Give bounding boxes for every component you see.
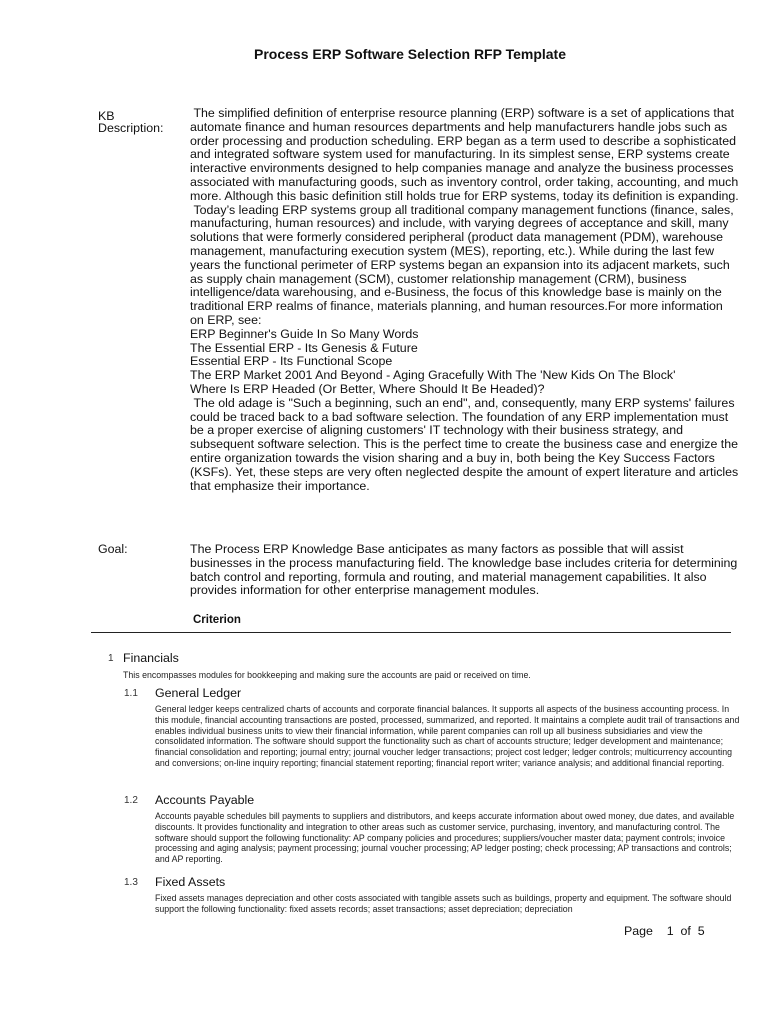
erp-reference-link: Where Is ERP Headed (Or Better, Where Should It Be Headed)? bbox=[190, 381, 545, 396]
section-title: Accounts Payable bbox=[155, 793, 255, 807]
section-number: 1 bbox=[108, 653, 114, 664]
kb-description-label: KB Description: bbox=[98, 109, 164, 135]
section-title: Financials bbox=[123, 651, 179, 665]
erp-reference-link: The ERP Market 2001 And Beyond - Aging Gracefully With The 'New Kids On The Block' bbox=[190, 368, 676, 383]
section-divider bbox=[91, 632, 731, 633]
description-paragraph-3: The old adage is "Such a beginning, such an end", and, consequently, many ERP systems' failures could be traced back to a bad software selection. The foundation of any ERP implementation must be a proper exercise of aligning customers' IT technology with their business strategy, and subsequent software selection. This is the perfect time to create the business case and energize the entire organization towards the vision sharing and a buy in, both being the Key Success Factors (KSFs). Yet, these steps are very often neglected despite the amount of expert literature and articles that emphasize their importance. bbox=[190, 395, 742, 493]
of-label: of bbox=[680, 924, 691, 938]
section-text: Fixed assets manages depreciation and other costs associated with tangible assets such as buildings, property and equipment. The software should support the following functionality: fixed assets records; asset transactions; asset depreciation; depreciation bbox=[155, 893, 732, 914]
erp-reference-link: The Essential ERP - Its Genesis & Future bbox=[190, 340, 418, 355]
section-text: Accounts payable schedules bill payments to suppliers and distributors, and keeps accurate information about owed money, due dates, and available discounts. It provides functionality and integration to other areas such as customer service, purchasing, inventory, and manufacturing control. The software should support the following functionality: AP company policies and procedures; suppliers/voucher master data; payment controls; invoice processing and aging analysis; payment processing; journal voucher processing; AP ledger posting; check processing; AP transactions and controls; and AP reporting. bbox=[155, 811, 735, 865]
description-paragraph-2: Today’s leading ERP systems group all traditional company management functions (finance, sales, manufacturing, human resources) and include, with varying degrees of acceptance and skill, many solutions that were formerly considered peripheral (product data management (PDM), warehouse management, manufacturing execution system (MES), reporting, etc.). While during the last few years the functional perimeter of ERP systems began an expansion into its adjacent markets, such as supply chain management (SCM), customer relationship management (CRM), business intelligence/data warehousing, and e-Business, the focus of this knowledge base is mainly on the traditional ERP realms of finance, materials planning, and human resources.For more information on ERP, see: bbox=[190, 202, 738, 327]
page-label: Page bbox=[624, 924, 653, 938]
criterion-heading: Criterion bbox=[193, 614, 241, 626]
goal-text: The Process ERP Knowledge Base anticipates as many factors as possible that will assist businesses in the process manufacturing field. The knowledge base includes criteria for determining batch control and reporting, formula and routing, and material management capabilities. It also provides information for other enterprise management modules. bbox=[190, 542, 738, 598]
kb-description-text bbox=[190, 107, 740, 493]
description-paragraph-1: The simplified definition of enterprise resource planning (ERP) software is a set of applications that automate finance and human resources departments and help manufacturers handle jobs such as order processing and production scheduling. ERP began as a term used to describe a sophisticated and integrated software system used for manufacturing. In its simplest sense, ERP systems create interactive environments designed to help companies manage and analyze the business processes associated with manufacturing goods, such as inventory control, order taking, accounting, and much more. Although this basic definition still holds true for ERP systems, today its definition is expanding. bbox=[190, 106, 742, 203]
document-title: Process ERP Software Selection RFP Template bbox=[254, 46, 566, 62]
section-number: 1.2 bbox=[124, 795, 138, 806]
erp-reference-link: Essential ERP - Its Functional Scope bbox=[190, 354, 393, 369]
section-text: This encompasses modules for bookkeeping and making sure the accounts are paid or received on time. bbox=[123, 670, 531, 680]
section-number: 1.3 bbox=[124, 877, 138, 888]
goal-label: Goal: bbox=[98, 542, 128, 556]
page-footer bbox=[624, 924, 705, 938]
section-title: Fixed Assets bbox=[155, 875, 226, 889]
section-text: General ledger keeps centralized charts of accounts and corporate financial balances. It supports all aspects of the business accounting process. In this module, financial accounting transactions are posted, processed, summarized, and reported. It maintains a complete audit trail of transactions and enables individual business units to view their financial information, while parent companies can roll up all business subsidiaries and view the consolidated information. The software should support the functionality such as chart of accounts structure; ledger development and maintenance; financial consolidation and reporting; journal entry; journal voucher ledger transactions; project cost ledger; ledger controls; multicurrency accounting and conversions; on-line inquiry reporting; financial statement reporting; financial report writer; variance analysis; and additional financial reporting. bbox=[155, 704, 740, 768]
page-total: 5 bbox=[697, 924, 705, 938]
section-number: 1.1 bbox=[124, 688, 138, 699]
section-title: General Ledger bbox=[155, 686, 242, 700]
page-current: 1 bbox=[666, 924, 674, 938]
erp-reference-link: ERP Beginner's Guide In So Many Words bbox=[190, 326, 419, 341]
